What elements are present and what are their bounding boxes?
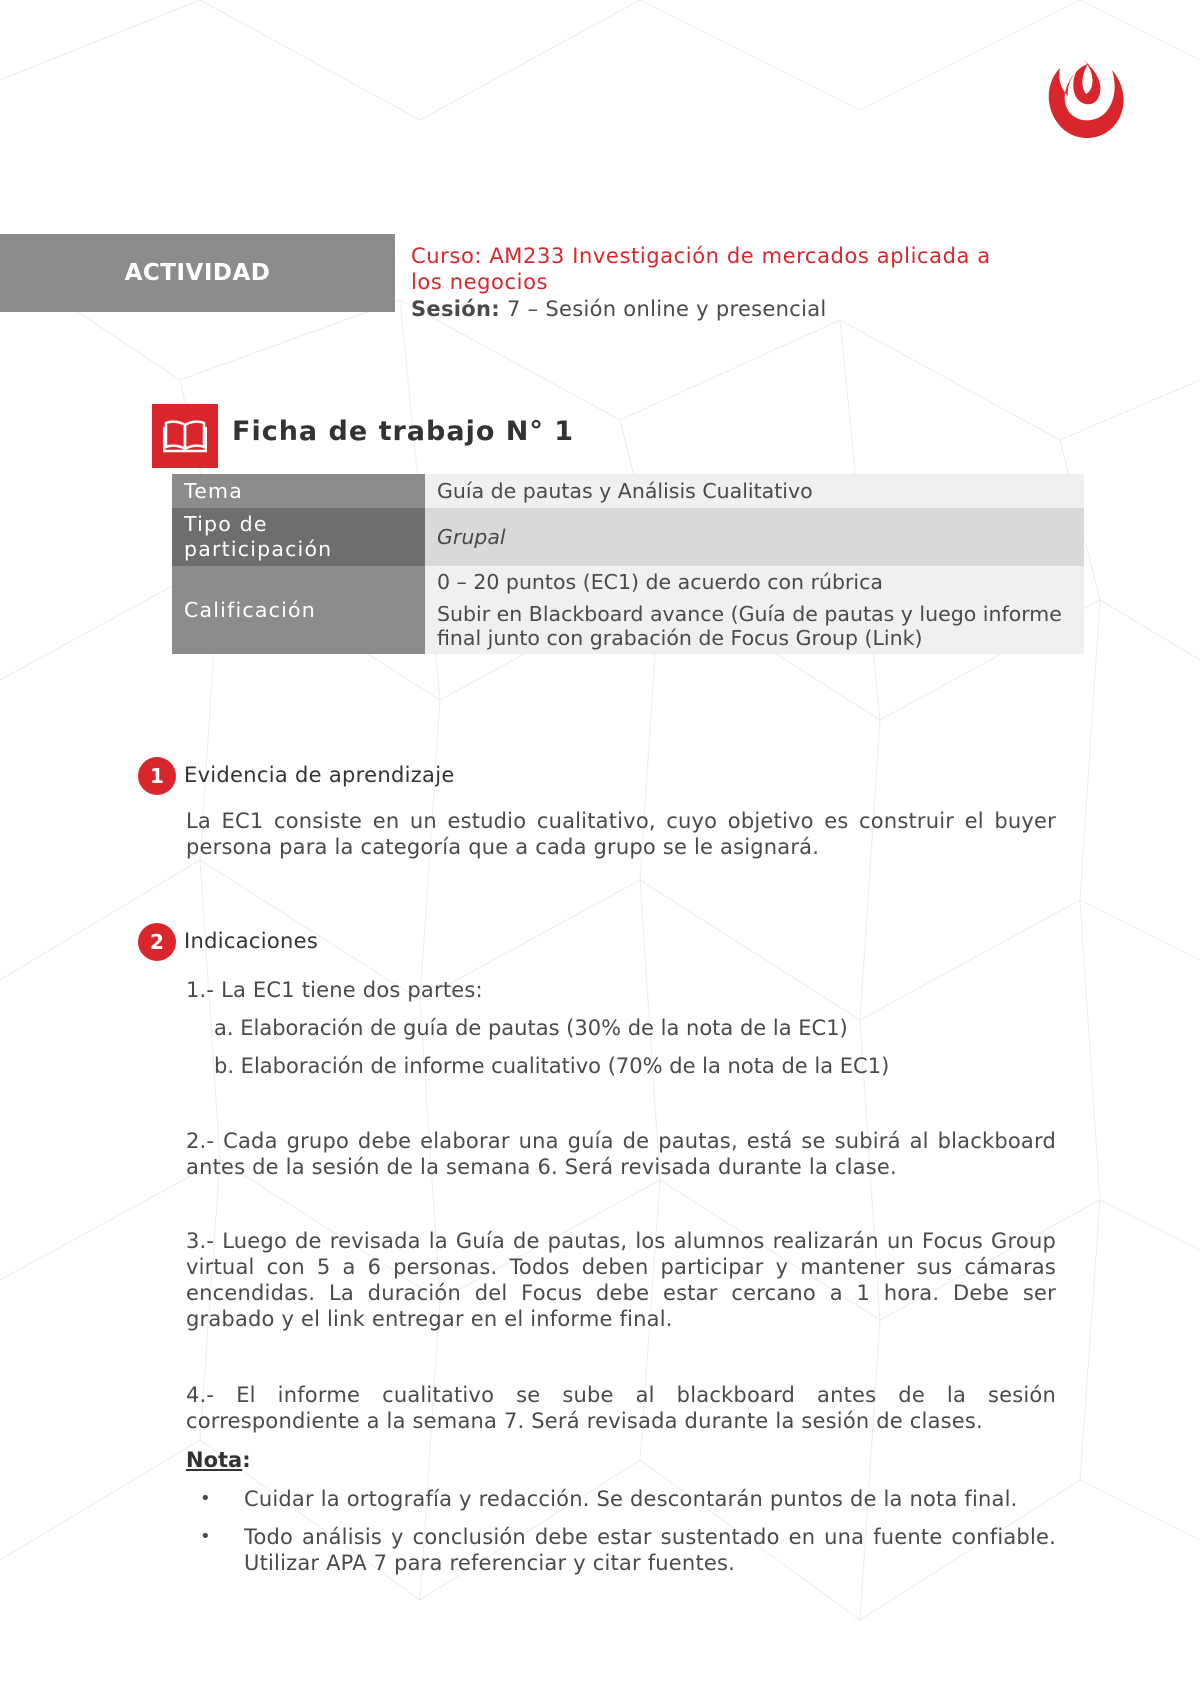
flame-logo-icon (1040, 58, 1130, 144)
session-value: 7 – Sesión online y presencial (506, 297, 827, 321)
indication-1: 1.- La EC1 tiene dos partes: (186, 978, 483, 1002)
table-row-participacion (172, 508, 1084, 566)
nota-heading (186, 1448, 251, 1472)
activity-banner (0, 234, 395, 312)
section-2-number-badge: 2 (138, 923, 176, 961)
indication-2: 2.- Cada grupo debe elaborar una guía de pautas, está se subirá al blackboard antes de la sesión de la semana 6. Será revisada durante la clase. (186, 1129, 1056, 1179)
section-1-title: Evidencia de aprendizaje (184, 763, 455, 787)
table-row-calificacion (172, 566, 1084, 654)
nota-colon: : (242, 1448, 251, 1472)
calificacion-label: Calificación (172, 566, 425, 654)
indication-1a: a. Elaboración de guía de pautas (30% de la nota de la EC1) (214, 1016, 848, 1040)
participacion-value: Grupal (425, 508, 1084, 566)
activity-label: ACTIVIDAD (124, 260, 271, 286)
section-1-text: La EC1 consiste en un estudio cualitativo, cuyo objetivo es construir el buyer persona para la categoría que a cada grupo se le asignará. (186, 809, 1056, 859)
list-item (200, 1524, 1056, 1576)
worksheet-info-table (172, 474, 1084, 654)
table-row-tema (172, 474, 1084, 508)
indication-3: 3.- Luego de revisada la Guía de pautas, los alumnos realizarán un Focus Group virtual con 5 a 6 personas. Todos deben participar y mantener sus cámaras encendidas. La duración del Focus debe estar cercano a 1 hora. Debe ser grabado y el link entregar en el informe final. (186, 1229, 1056, 1331)
calificacion-submission: Subir en Blackboard avance (Guía de pautas y luego informe final junto con grabación de Focus Group (Link) (437, 602, 1062, 650)
course-info (411, 243, 1011, 322)
open-book-icon (152, 404, 218, 468)
bullet-icon: • (200, 1488, 211, 1509)
tema-label: Tema (172, 474, 425, 508)
session-info (411, 296, 1011, 322)
indication-4: 4.- El informe cualitativo se sube al blackboard antes de la sesión correspondiente a la semana 7. Será revisada durante la sesión de clases. (186, 1383, 1056, 1433)
calificacion-value (425, 566, 1084, 654)
bullet-text-1: Cuidar la ortografía y redacción. Se descontarán puntos de la nota final. (244, 1487, 1018, 1511)
session-label: Sesión: (411, 297, 500, 321)
indication-1b: b. Elaboración de informe cualitativo (70% de la nota de la EC1) (214, 1054, 890, 1078)
section-2-title: Indicaciones (184, 929, 319, 953)
bullet-icon: • (200, 1526, 211, 1547)
course-title: Curso: AM233 Investigación de mercados aplicada a los negocios (411, 244, 991, 294)
calificacion-score: 0 – 20 puntos (EC1) de acuerdo con rúbrica (437, 570, 883, 594)
bullet-text-2: Todo análisis y conclusión debe estar sustentado en una fuente confiable. Utilizar APA 7 para referenciar y citar fuentes. (244, 1525, 1056, 1575)
list-item (200, 1486, 1056, 1512)
tema-value: Guía de pautas y Análisis Cualitativo (425, 474, 1084, 508)
section-1-number-badge: 1 (138, 757, 176, 795)
worksheet-title: Ficha de trabajo N° 1 (232, 416, 575, 447)
participacion-label: Tipo de participación (172, 508, 425, 566)
nota-label: Nota (186, 1448, 243, 1472)
